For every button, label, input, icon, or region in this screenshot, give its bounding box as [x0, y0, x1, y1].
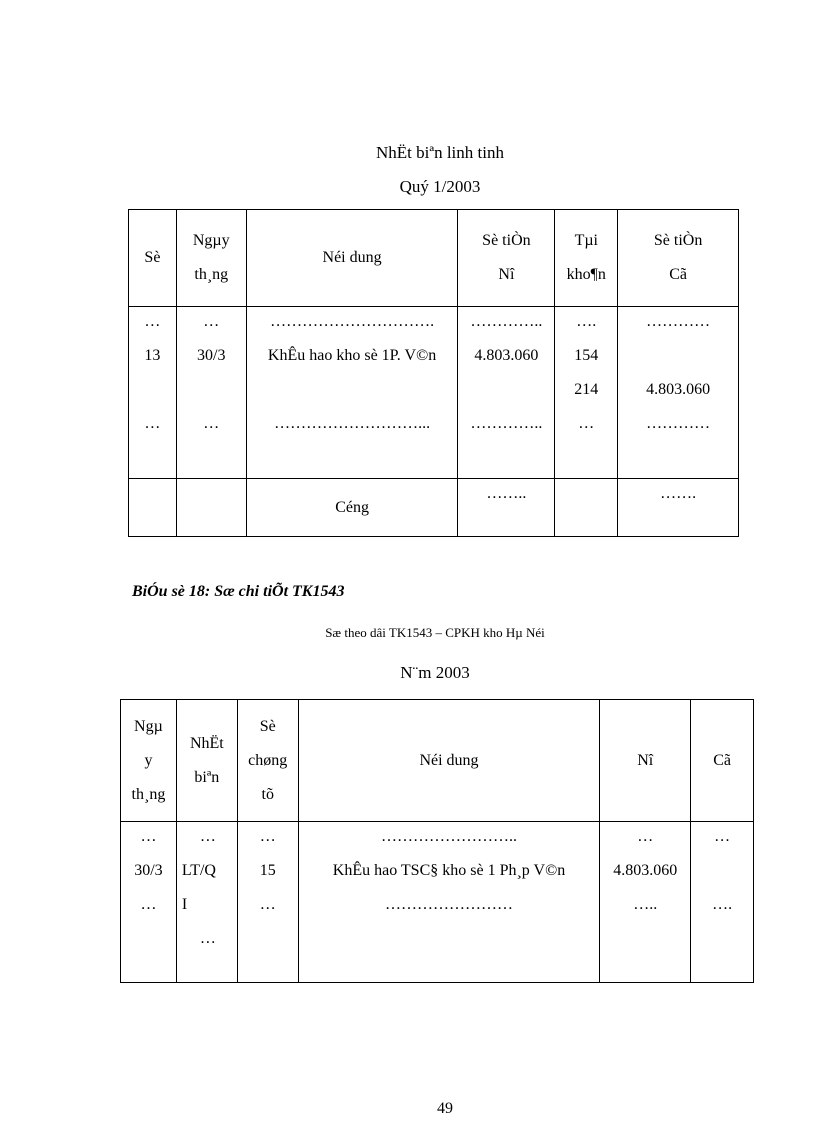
header-ngay-thang: Ngµy th¸ng: [176, 210, 246, 307]
body-noi-dung: …………………………. KhÊu hao kho sè 1P. V©n ………………………...: [246, 307, 458, 479]
header-so-tien-co: Sè tiÒn Cã: [618, 210, 739, 307]
body-chung-tu: … 15 …: [237, 822, 298, 983]
header-so-tien-no: Sè tiÒn Nî: [458, 210, 555, 307]
journal-title: NhËt biªn linh tinh: [376, 143, 504, 162]
total-label: Céng: [246, 479, 458, 537]
page-number: 49: [437, 1100, 453, 1117]
body-so: … 13 …: [129, 307, 177, 479]
header-ngay-thang: Ngµ y th¸ng: [121, 700, 177, 822]
total-no: ……..: [458, 479, 555, 537]
ledger-table: [120, 699, 754, 983]
ledger-header-row: [121, 700, 754, 822]
body-no: … 4.803.060 …..: [600, 822, 691, 983]
ledger-subtitle: Sæ theo dâi TK1543 – CPKH kho Hµ Néi: [325, 625, 545, 640]
journal-header-row: [129, 210, 739, 307]
header-noi-dung: Néi dung: [246, 210, 458, 307]
header-co: Cã: [691, 700, 754, 822]
body-noi-dung: …………………….. KhÊu hao TSC§ kho sè 1 Ph¸p V©n ……………………: [298, 822, 600, 983]
total-co: …….: [618, 479, 739, 537]
header-so-chung-tu: Sè chøng tõ: [237, 700, 298, 822]
header-tai-khoan: Tµi kho¶n: [555, 210, 618, 307]
body-ngay: … 30/3 …: [121, 822, 177, 983]
header-no: Nî: [600, 700, 691, 822]
journal-body-row: [129, 307, 739, 479]
body-nhat-bien: … LT/Q I …: [176, 822, 237, 983]
header-noi-dung: Néi dung: [298, 700, 600, 822]
ledger-body-row: [121, 822, 754, 983]
body-tai-khoan: …. 154 214 …: [555, 307, 618, 479]
table-caption: BiÓu sè 18: Sæ chi tiÕt TK1543: [132, 583, 345, 600]
body-co: … ….: [691, 822, 754, 983]
header-so: Sè: [129, 210, 177, 307]
ledger-year: N¨m 2003: [400, 663, 470, 682]
header-nhat-bien: NhËt biªn: [176, 700, 237, 822]
body-co: ………… 4.803.060 …………: [618, 307, 739, 479]
journal-total-row: [129, 479, 739, 537]
journal-table: [128, 209, 739, 537]
body-ngay: … 30/3 …: [176, 307, 246, 479]
body-no: ………….. 4.803.060 …………..: [458, 307, 555, 479]
journal-period: Quý 1/2003: [399, 177, 481, 196]
